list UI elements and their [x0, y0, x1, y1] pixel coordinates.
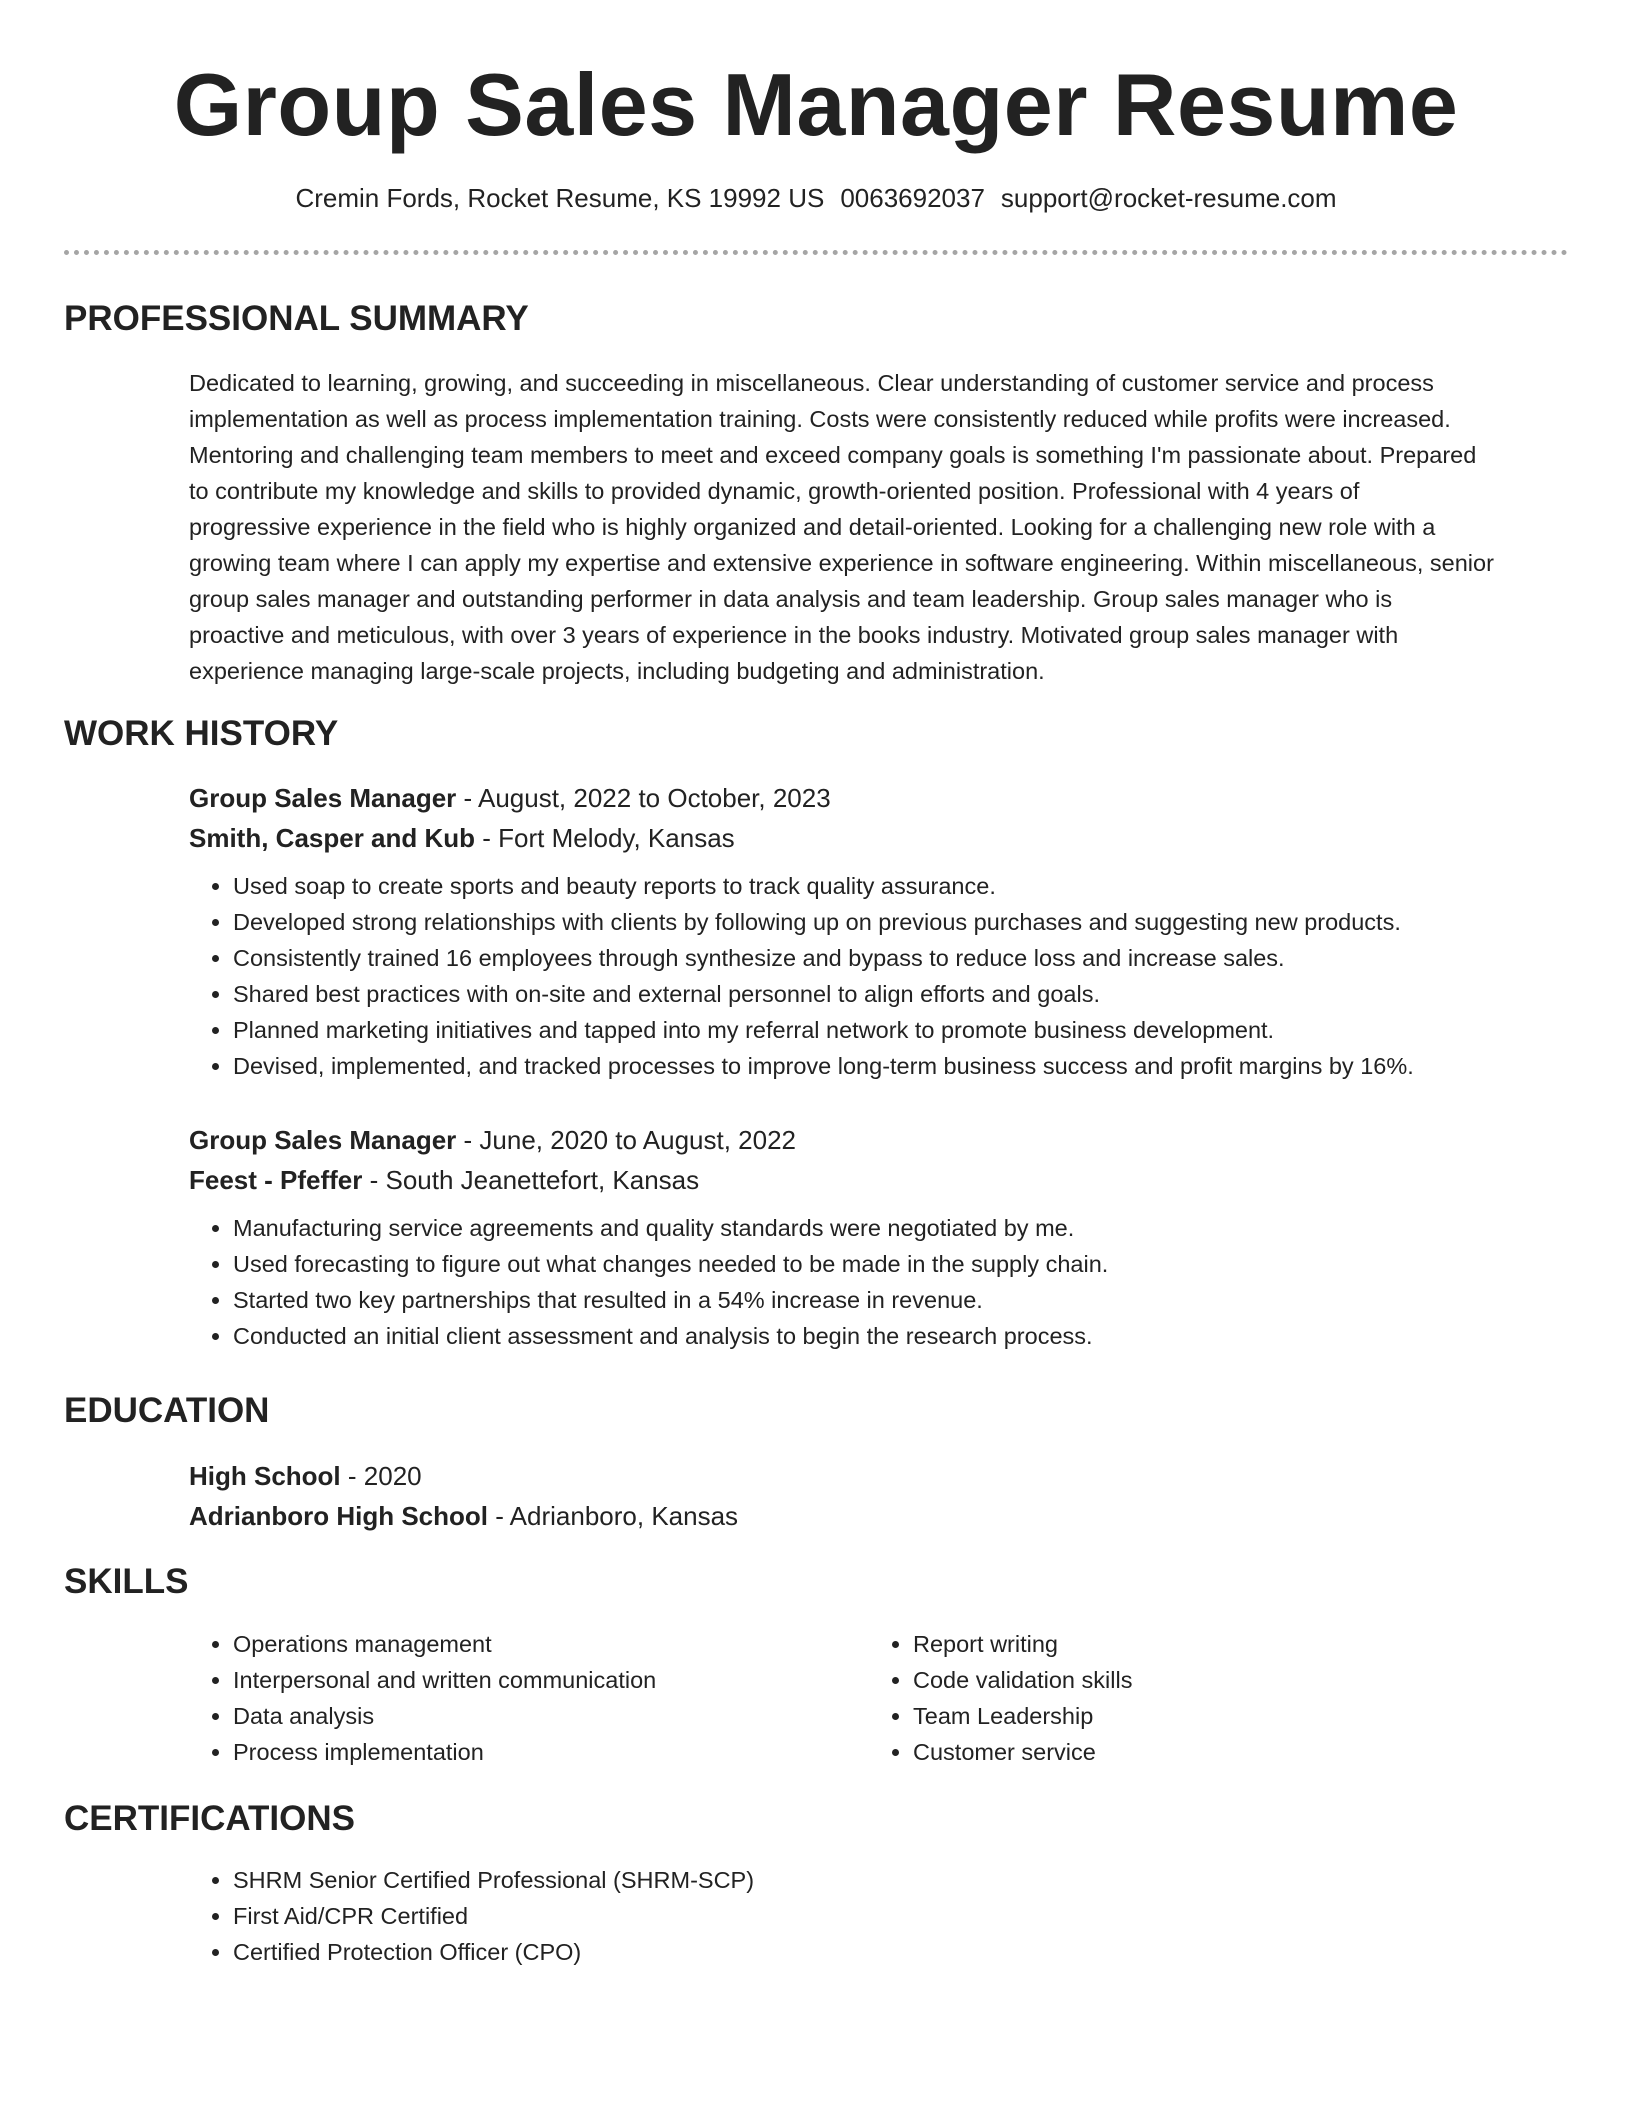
summary-line: progressive experience in the field who is highly organized and detail-oriented. Looking for a challenging new role with a	[189, 514, 1436, 540]
list-item: • Code validation skills	[913, 1662, 1549, 1698]
job-entry	[189, 1120, 1569, 1354]
list-item: • Used soap to create sports and beauty reports to track quality assurance.	[233, 868, 1569, 904]
skills-list	[869, 1626, 1549, 1770]
school-location: - Adrianboro, Kansas	[488, 1501, 739, 1531]
education-year: - 2020	[340, 1461, 422, 1491]
list-item: • Consistently trained 16 employees through synthesize and bypass to reduce loss and increase sales.	[233, 940, 1569, 976]
list-item: • Started two key partnerships that resulted in a 54% increase in revenue.	[233, 1282, 1569, 1318]
list-item: • Certified Protection Officer (CPO)	[233, 1934, 1569, 1970]
list-item: • Manufacturing service agreements and quality standards were negotiated by me.	[233, 1210, 1569, 1246]
list-item: • Conducted an initial client assessment and analysis to begin the research process.	[233, 1318, 1569, 1354]
job-title-line	[189, 1120, 1569, 1160]
job-bullets	[189, 868, 1569, 1084]
summary-line: Mentoring and challenging team members to meet and exceed company goals is something I'm passionate about. Prepared	[189, 442, 1477, 468]
work-history-heading: WORK HISTORY	[64, 714, 339, 753]
job-title: Group Sales Manager	[189, 1125, 457, 1155]
list-item: • First Aid/CPR Certified	[233, 1898, 1569, 1934]
education-heading: EDUCATION	[64, 1391, 270, 1430]
list-item: • Team Leadership	[913, 1698, 1549, 1734]
list-item: • Operations management	[233, 1626, 869, 1662]
summary-line: implementation as well as process implementation training. Costs were consistently reduced while profits were increased.	[189, 406, 1451, 432]
job-title-line	[189, 778, 1569, 818]
certifications-heading: CERTIFICATIONS	[64, 1799, 356, 1838]
list-item: • Developed strong relationships with clients by following up on previous purchases and suggesting new products.	[233, 904, 1569, 940]
summary-line: group sales manager and outstanding performer in data analysis and team leadership. Group sales manager who is	[189, 586, 1393, 612]
job-location: - Fort Melody, Kansas	[475, 823, 735, 853]
list-item: • Report writing	[913, 1626, 1549, 1662]
job-dates: - June, 2020 to August, 2022	[456, 1125, 797, 1155]
job-company: Smith, Casper and Kub	[189, 823, 476, 853]
email: support@rocket-resume.com	[1000, 183, 1337, 213]
phone: 0063692037	[840, 183, 985, 213]
job-title: Group Sales Manager	[189, 783, 457, 813]
list-item: • Used forecasting to figure out what changes needed to be made in the supply chain.	[233, 1246, 1569, 1282]
skills-column-left	[189, 1626, 869, 1770]
degree-line	[189, 1456, 1569, 1496]
job-dates: - August, 2022 to October, 2023	[456, 783, 831, 813]
list-item: • Data analysis	[233, 1698, 869, 1734]
summary-line: growing team where I can apply my expertise and extensive experience in software engineering. Within miscellaneous, senior	[189, 550, 1494, 576]
job-bullets	[189, 1210, 1569, 1354]
certifications-block	[189, 1862, 1569, 1970]
list-item: • Devised, implemented, and tracked processes to improve long-term business success and profit margins by 16%.	[233, 1048, 1569, 1084]
list-item: • Planned marketing initiatives and tapped into my referral network to promote business development.	[233, 1012, 1569, 1048]
school-line	[189, 1496, 1569, 1536]
skills-heading: SKILLS	[64, 1562, 189, 1601]
job-location: - South Jeanettefort, Kansas	[362, 1165, 700, 1195]
list-item: • Shared best practices with on-site and external personnel to align efforts and goals.	[233, 976, 1569, 1012]
summary-line: proactive and meticulous, with over 3 years of experience in the books industry. Motivated group sales manager with	[189, 622, 1399, 648]
summary-block	[189, 365, 1569, 689]
skills-column-right	[869, 1626, 1549, 1770]
education-entry	[189, 1456, 1569, 1536]
list-item: • Customer service	[913, 1734, 1549, 1770]
summary-heading: PROFESSIONAL SUMMARY	[64, 299, 529, 338]
header-divider	[64, 250, 1568, 255]
skills-grid	[189, 1626, 1569, 1770]
summary-line: Dedicated to learning, growing, and succeeding in miscellaneous. Clear understanding of customer service and process	[189, 370, 1434, 396]
list-item: • Process implementation	[233, 1734, 869, 1770]
job-entry	[189, 778, 1569, 1084]
job-company-line	[189, 818, 1569, 858]
job-company-line	[189, 1160, 1569, 1200]
skills-list	[189, 1626, 869, 1770]
contact-line	[0, 178, 1632, 218]
job-company: Feest - Pfeffer	[189, 1165, 363, 1195]
resume-title: Group Sales Manager Resume	[173, 55, 1459, 154]
list-item: • SHRM Senior Certified Professional (SHRM-SCP)	[233, 1862, 1569, 1898]
summary-line: experience managing large-scale projects, including budgeting and administration.	[189, 658, 1045, 684]
degree: High School	[189, 1461, 341, 1491]
certifications-list	[189, 1862, 1569, 1970]
address: Cremin Fords, Rocket Resume, KS 19992 US	[295, 183, 825, 213]
summary-line: to contribute my knowledge and skills to provided dynamic, growth-oriented position. Professional with 4 years of	[189, 478, 1360, 504]
school-name: Adrianboro High School	[189, 1501, 488, 1531]
list-item: • Interpersonal and written communication	[233, 1662, 869, 1698]
